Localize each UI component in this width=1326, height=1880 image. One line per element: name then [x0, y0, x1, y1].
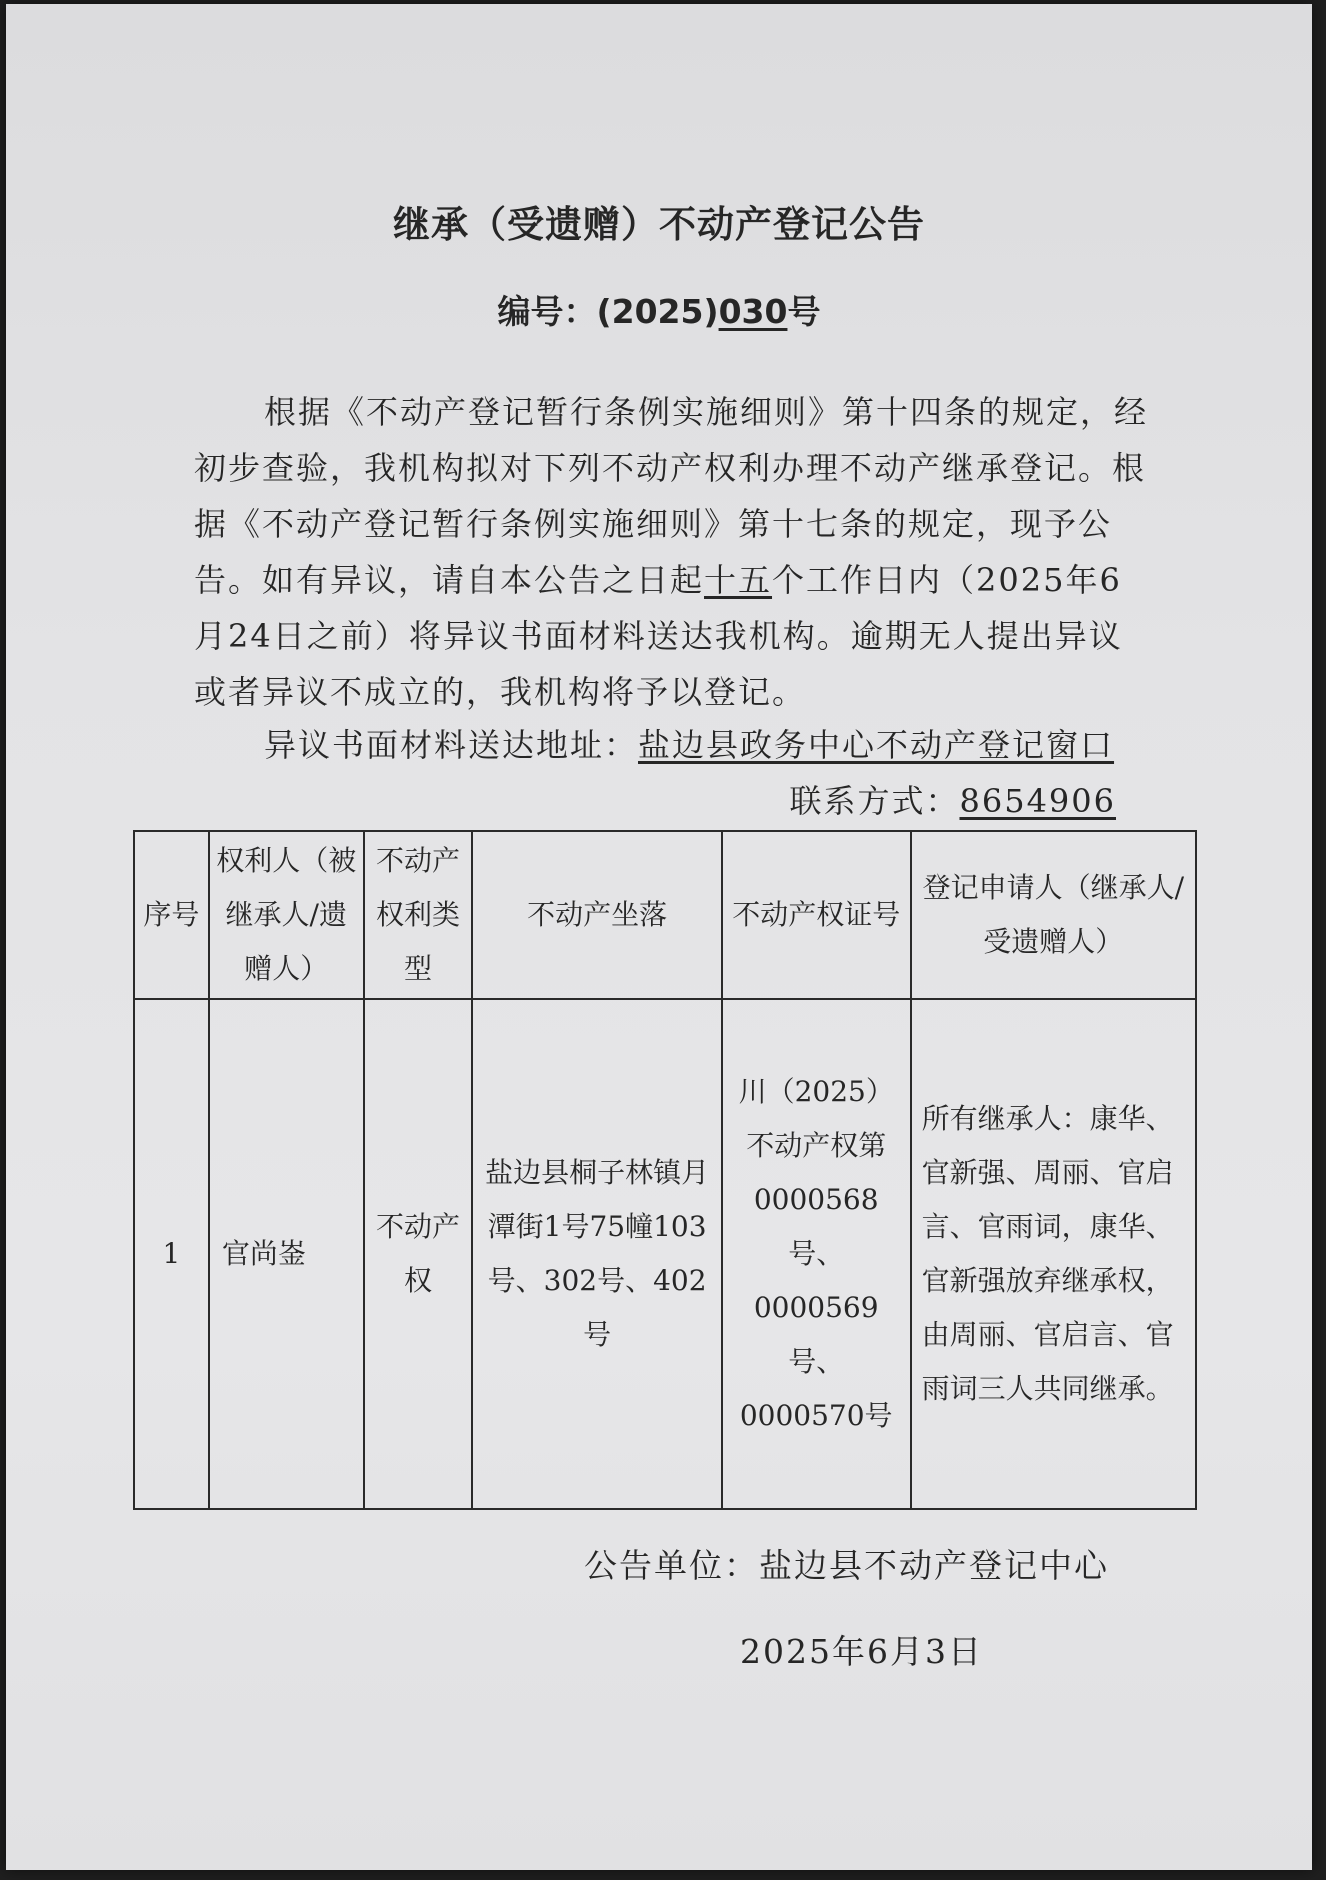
contact-info [789, 776, 1116, 822]
registration-table [133, 830, 1197, 1510]
table-header-row [134, 831, 1196, 999]
header-seq: 序号 [134, 831, 209, 999]
header-right-type: 不动产权利类型 [364, 831, 473, 999]
address-label: 异议书面材料送达地址： [264, 726, 639, 764]
cell-holder: 官尚崟 [209, 999, 364, 1509]
cell-seq: 1 [134, 999, 209, 1509]
cell-cert: 川（2025）不动产权第0000568号、0000569号、0000570号 [722, 999, 911, 1509]
header-holder: 权利人（被继承人/遗赠人） [209, 831, 364, 999]
notice-number-value: 030 [718, 292, 788, 331]
paragraph-text: 根据《不动产登记暂行条例实施细则》第十四条的规定，经初步查验，我机构拟对下列不动产权利办理不动产继承登记。根据《不动产登记暂行条例实施细则》第十七条的规定，现予公告。如有异议，请自本公告之日起 [194, 393, 1149, 599]
paragraph-text-end: 个工作日内（2025年6月24日之前）将异议书面材料送达我机构。逾期无人提出异议或者异议不成立的，我机构将予以登记。 [194, 561, 1123, 711]
contact-value: 8654906 [959, 782, 1116, 820]
table-row [134, 999, 1196, 1509]
cell-location: 盐边县桐子林镇月潭街1号75幢103号、302号、402号 [472, 999, 721, 1509]
notice-title: 继承（受遗赠）不动产登记公告 [393, 203, 925, 246]
header-location: 不动产坐落 [472, 831, 721, 999]
issuing-unit: 公告单位：盐边县不动产登记中心 [584, 1546, 1109, 1585]
notice-sheet [6, 4, 1312, 1870]
notice-number-prefix: 编号：(2025) [497, 292, 719, 331]
address-value: 盐边县政务中心不动产登记窗口 [638, 726, 1115, 764]
header-applicant: 登记申请人（继承人/受遗赠人） [911, 831, 1196, 999]
notice-paragraph [194, 384, 1154, 720]
notice-body [194, 384, 1154, 720]
cell-right-type: 不动产权 [364, 999, 473, 1509]
issue-date: 2025年6月3日 [740, 1632, 983, 1671]
notice-number [6, 286, 1312, 333]
notice-number-suffix: 号 [787, 292, 821, 331]
objection-address [264, 720, 1114, 766]
contact-label: 联系方式： [789, 782, 960, 820]
cell-applicant: 所有继承人：康华、官新强、周丽、官启言、官雨词，康华、官新强放弃继承权，由周丽、官启言、官雨词三人共同继承。 [911, 999, 1196, 1509]
header-cert: 不动产权证号 [722, 831, 911, 999]
objection-days: 十五 [704, 561, 773, 599]
